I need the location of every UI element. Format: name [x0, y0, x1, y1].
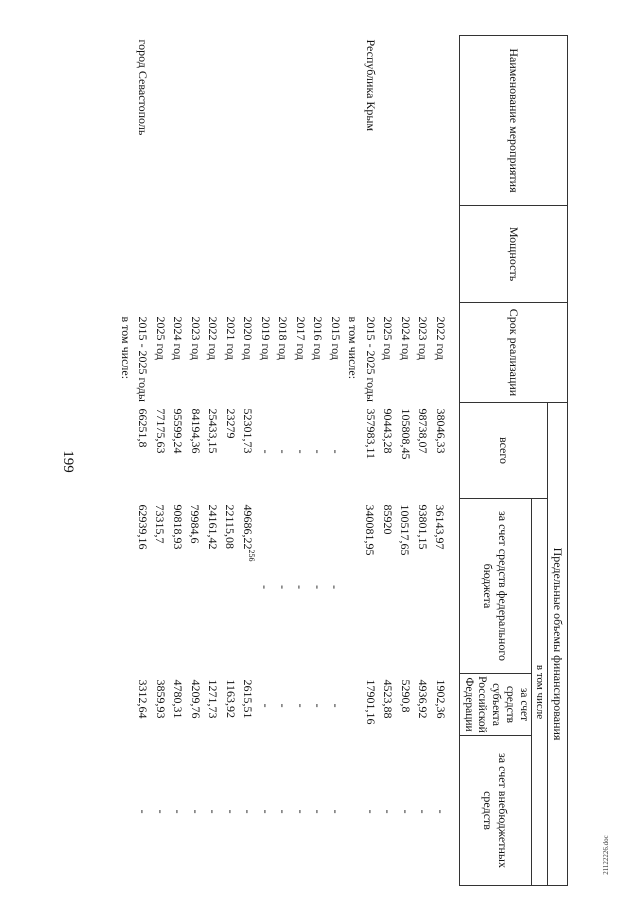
row-subject-cell: 4523,88: [381, 679, 396, 719]
row-extra-cell: -: [153, 809, 168, 814]
row-federal-cell: 36143,97: [433, 504, 448, 550]
row-federal-cell: -: [310, 585, 325, 589]
row-capacity-cell: [344, 206, 362, 303]
table-row: [169, 36, 187, 886]
row-period-cell: в том числе:: [118, 316, 133, 380]
row-extra-cell: -: [363, 809, 378, 814]
row-extra-cell: -: [206, 809, 221, 814]
row-total-cell: 77175,63: [153, 408, 168, 454]
row-subject-cell: [344, 674, 362, 736]
row-extra-cell: [116, 736, 134, 886]
row-capacity-cell: [169, 206, 187, 303]
row-federal-cell: 49686,22$^{256}$: [240, 504, 256, 562]
row-federal-cell: 340081,95: [363, 504, 378, 556]
row-extra-cell: -: [293, 809, 308, 814]
row-subject-cell: 1163,92: [223, 679, 238, 719]
row-name-cell: [239, 36, 257, 206]
row-name-cell: [204, 36, 222, 206]
row-federal-cell: 90818,93: [170, 504, 185, 550]
row-name-cell: [309, 36, 327, 206]
row-total-cell: 95599,24: [171, 408, 186, 454]
table-row: [204, 36, 222, 886]
row-federal-cell: -: [275, 585, 290, 589]
row-period-cell: 2022 год: [206, 316, 221, 360]
col-name-header: Наименование мероприятия: [459, 36, 567, 206]
including-header: в том числе: [531, 499, 547, 886]
row-subject-cell: 3859,93: [153, 679, 168, 719]
row-period-cell: 2022 год: [433, 316, 448, 360]
row-period-cell: 2024 год: [171, 316, 186, 360]
row-capacity-cell: [134, 206, 152, 303]
row-name-cell: [344, 36, 362, 206]
row-extra-cell: -: [328, 809, 343, 814]
row-period-cell: 2020 год: [241, 316, 256, 360]
row-extra-cell: -: [136, 809, 151, 814]
row-capacity-cell: [151, 206, 169, 303]
row-capacity-cell: [256, 206, 274, 303]
row-extra-cell: -: [258, 809, 273, 814]
row-capacity-cell: [396, 206, 414, 303]
row-name-cell: [274, 36, 292, 206]
row-period-cell: 2021 год: [223, 316, 238, 360]
row-subject-cell: -: [258, 703, 273, 708]
row-subject-cell: [116, 674, 134, 736]
table-row: [361, 36, 379, 886]
table-row: [431, 36, 459, 886]
row-period-cell: 2024 год: [398, 316, 413, 360]
row-total-cell: 90443,28: [381, 408, 396, 454]
row-subject-cell: 1271,73: [206, 679, 221, 719]
page-number: 199: [59, 449, 76, 473]
row-extra-cell: -: [398, 809, 413, 814]
row-federal-cell: 62939,16: [135, 504, 150, 550]
row-extra-cell: -: [241, 809, 256, 814]
row-subject-cell: 5290,8: [398, 679, 413, 713]
row-capacity-cell: [326, 206, 344, 303]
document-code: 21122226.doc: [602, 835, 611, 875]
row-federal-cell: [344, 499, 362, 674]
row-name-cell: [414, 36, 432, 206]
row-capacity-cell: [221, 206, 239, 303]
row-subject-cell: 4936,92: [416, 679, 431, 719]
row-total-cell: -: [311, 449, 326, 454]
row-federal-cell: -: [293, 585, 308, 589]
col-capacity-header: Мощность: [459, 206, 567, 303]
row-federal-cell: [116, 499, 134, 674]
row-federal-cell: 85920: [380, 504, 395, 535]
row-federal-cell: 79984,6: [188, 504, 203, 544]
row-capacity-cell: [291, 206, 309, 303]
row-capacity-cell: [204, 206, 222, 303]
table-row: [309, 36, 327, 886]
row-total-cell: [344, 403, 362, 499]
row-federal-cell: 73315,7: [153, 504, 168, 544]
row-name-cell: [169, 36, 187, 206]
table-row: [239, 36, 257, 886]
row-subject-cell: 1902,36: [433, 679, 448, 719]
row-period-cell: 2025 год: [381, 316, 396, 360]
row-name-cell: [221, 36, 239, 206]
row-total-cell: 23279: [223, 408, 238, 439]
row-subject-cell: -: [328, 703, 343, 708]
row-period-cell: 2015 - 2025 годы: [363, 316, 378, 402]
row-capacity-cell: [361, 206, 379, 303]
row-capacity-cell: [379, 206, 397, 303]
col-extra-header: за счет внебюджетных средств: [459, 736, 531, 886]
row-subject-cell: 17901,16: [363, 679, 378, 725]
row-total-cell: 357983,11: [363, 408, 378, 460]
row-name-cell: [396, 36, 414, 206]
row-capacity-cell: [431, 206, 459, 303]
row-total-cell: 84194,36: [188, 408, 203, 454]
row-subject-cell: -: [311, 703, 326, 708]
row-extra-cell: -: [416, 809, 431, 814]
row-extra-cell: -: [188, 809, 203, 814]
row-period-cell: 2017 год: [293, 316, 308, 360]
row-name-cell: город Севастополь: [136, 39, 151, 136]
col-period-header: Срок реализации: [459, 303, 567, 403]
row-period-cell: 2015 год: [328, 316, 343, 360]
row-capacity-cell: [309, 206, 327, 303]
row-extra-cell: -: [433, 809, 448, 814]
row-total-cell: 38046,33: [433, 408, 448, 454]
col-federal-header: за счет средств федерального бюджета: [459, 499, 531, 674]
row-federal-cell: 100517,65: [398, 504, 413, 556]
col-subject-header: за счет средств субъекта Российской Федерации: [459, 674, 531, 736]
table-row: [151, 36, 169, 886]
row-total-cell: 52301,73: [241, 408, 256, 454]
row-name-cell: [256, 36, 274, 206]
table-row: [256, 36, 274, 886]
row-federal-cell: 93801,15: [415, 504, 430, 550]
row-period-cell: 2018 год: [276, 316, 291, 360]
row-name-cell: [379, 36, 397, 206]
row-name-cell: Республика Крым: [363, 39, 378, 132]
table-row: [379, 36, 397, 886]
row-subject-cell: 2615,51: [241, 679, 256, 719]
row-period-cell: 2016 год: [311, 316, 326, 360]
table-row: [291, 36, 309, 886]
table-row: [344, 36, 362, 886]
row-period-cell: 2019 год: [258, 316, 273, 360]
row-federal-cell: -: [258, 585, 273, 589]
row-name-cell: [431, 36, 459, 206]
row-name-cell: [116, 36, 134, 206]
row-capacity-cell: [274, 206, 292, 303]
row-total-cell: 98738,07: [416, 408, 431, 454]
row-period-cell: 2023 год: [188, 316, 203, 360]
row-name-cell: [186, 36, 204, 206]
row-name-cell: [326, 36, 344, 206]
row-extra-cell: [344, 736, 362, 886]
row-federal-cell: 24161,42: [205, 504, 220, 550]
footnote-marker: 256: [246, 549, 256, 562]
row-total-cell: -: [258, 449, 273, 454]
row-subject-cell: 4780,31: [171, 679, 186, 719]
row-capacity-cell: [414, 206, 432, 303]
financing-table: [116, 35, 568, 886]
row-capacity-cell: [186, 206, 204, 303]
table-row: [326, 36, 344, 886]
table-row: [414, 36, 432, 886]
row-extra-cell: -: [311, 809, 326, 814]
table-row: [134, 36, 152, 886]
table-row: [186, 36, 204, 886]
col-total-header: всего: [459, 403, 547, 499]
row-extra-cell: -: [276, 809, 291, 814]
row-capacity-cell: [116, 206, 134, 303]
row-federal-cell: 22115,08: [223, 504, 238, 550]
row-federal-cell: -: [328, 585, 343, 589]
row-total-cell: 105808,45: [398, 408, 413, 460]
row-total-cell: 25433,15: [206, 408, 221, 454]
row-subject-cell: -: [276, 703, 291, 708]
row-period-cell: 2025 год: [153, 316, 168, 360]
financing-table-rotated: [78, 35, 568, 885]
limit-volumes-header: Предельные объемы финансирования: [548, 403, 568, 886]
row-period-cell: 2023 год: [416, 316, 431, 360]
row-total-cell: -: [276, 449, 291, 454]
table-row: [274, 36, 292, 886]
row-period-cell: 2015 - 2025 годы: [136, 316, 151, 402]
row-subject-cell: 4209,76: [188, 679, 203, 719]
row-total-cell: 66251,8: [136, 408, 151, 448]
row-total-cell: -: [328, 449, 343, 454]
row-subject-cell: 3312,64: [136, 679, 151, 719]
row-subject-cell: -: [293, 703, 308, 708]
row-name-cell: [151, 36, 169, 206]
row-extra-cell: -: [223, 809, 238, 814]
table-row: [221, 36, 239, 886]
row-extra-cell: -: [381, 809, 396, 814]
table-row: [396, 36, 414, 886]
row-total-cell: [116, 403, 134, 499]
row-period-cell: в том числе:: [346, 316, 361, 380]
table-row: [116, 36, 134, 886]
row-name-cell: [291, 36, 309, 206]
row-total-cell: -: [293, 449, 308, 454]
row-capacity-cell: [239, 206, 257, 303]
row-extra-cell: -: [171, 809, 186, 814]
table-body: [116, 36, 459, 886]
table-header: [459, 36, 567, 886]
